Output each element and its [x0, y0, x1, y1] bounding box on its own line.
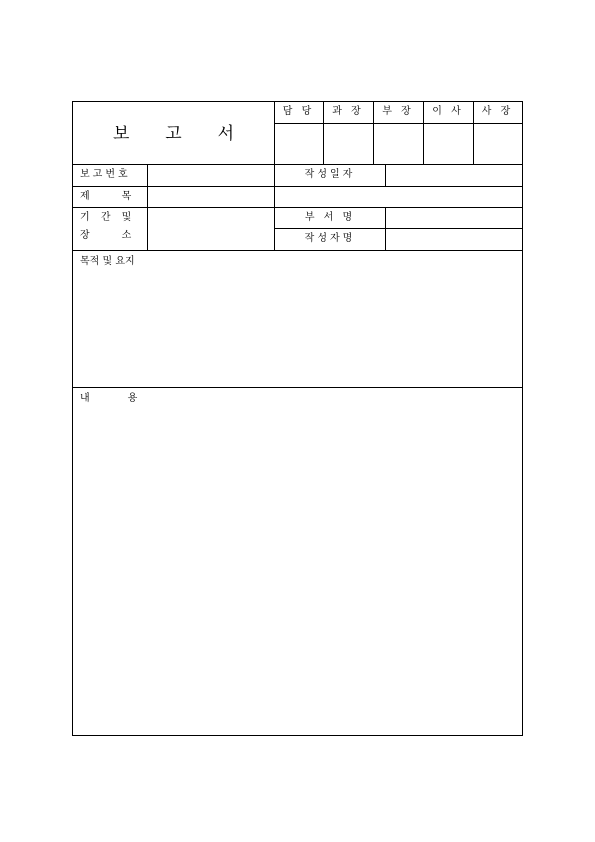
subject-field[interactable] [148, 187, 522, 207]
approval-sign-department-head[interactable] [374, 124, 423, 164]
department-field[interactable] [386, 208, 522, 228]
author-field[interactable] [386, 229, 522, 250]
approval-header-director: 이 사 [432, 106, 464, 117]
purpose-label: 목적 및 요지 [80, 256, 135, 267]
department-label: 부 서 명 [304, 212, 356, 223]
period-place-label-line2: 장 소 [80, 230, 136, 241]
purpose-field[interactable] [73, 270, 522, 387]
frame-bottom-line [72, 735, 523, 736]
date-written-field[interactable] [386, 165, 522, 186]
frame-right-line [522, 101, 523, 736]
row-line [72, 250, 523, 251]
title-char: 고 [165, 124, 182, 144]
document-title [73, 124, 274, 144]
approval-header-department-head: 부 장 [382, 106, 414, 117]
approval-header-staff: 담 당 [282, 106, 315, 117]
content-field[interactable] [73, 408, 522, 735]
approval-sign-staff[interactable] [275, 124, 323, 164]
author-label: 작성자명 [304, 233, 356, 244]
title-char: 서 [217, 124, 235, 144]
report-number-field[interactable] [148, 165, 274, 186]
period-place-label-line1: 기 간 및 [80, 212, 136, 223]
approval-sign-section-chief[interactable] [324, 124, 373, 164]
title-char: 보 [112, 124, 130, 144]
approval-sign-president[interactable] [474, 124, 522, 164]
content-label: 내 용 [80, 393, 140, 404]
frame-top-line [72, 101, 523, 102]
period-place-field[interactable] [148, 208, 274, 250]
row-line [72, 387, 523, 388]
subject-label: 제 목 [80, 191, 136, 202]
report-number-label: 보고번호 [80, 169, 131, 180]
approval-header-president: 사 장 [481, 106, 514, 117]
approval-sign-director[interactable] [424, 124, 473, 164]
approval-header-section-chief: 과 장 [332, 106, 364, 117]
date-written-label: 작성일자 [304, 169, 356, 180]
